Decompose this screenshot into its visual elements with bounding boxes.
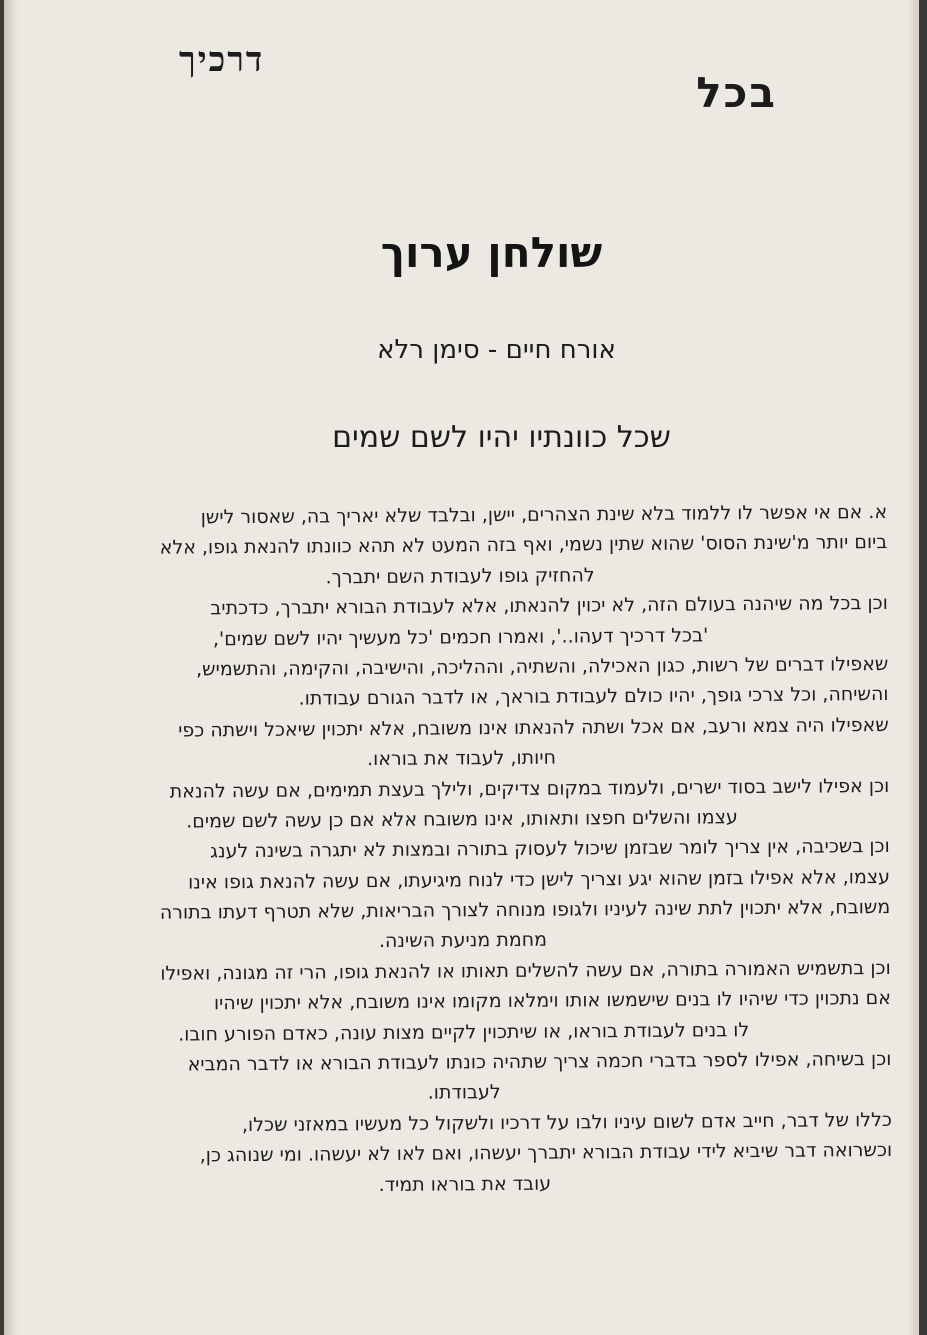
running-head-left: דרכיך [179, 40, 265, 80]
text-line: 'בכל דרכיך דעהו..', ואמרו חכמים 'כל מעשיך יהיו לשם שמים', [212, 623, 709, 650]
page-subtitle: אורח חיים - סימן רלא [377, 335, 616, 365]
text-line: אם נתכוין כדי שיהיו לו בנים שישמשו אותו וימלאו מקומו אינו משובח, אלא יתכוין שיהיו [213, 987, 892, 1015]
text-line: לו בנים לעבודת בוראו, או שיתכוין לקיים מצות עונה, כאדם הפורע חובו. [178, 1018, 750, 1046]
text-line: לעבודתו. [427, 1081, 501, 1105]
text-line: וכן אפילו לישב בסוד ישרים, ולעמוד במקום צדיקים, ולילך בעצת תמימים, אם עשה להנאת [169, 774, 890, 803]
text-line: וכן בתשמיש האמורה בתורה, אם עשה להשלים תאותו או להנאת גופו, הרי זה מגונה, ואפילו [160, 956, 891, 985]
page-title: שולחן ערוך [380, 228, 603, 277]
text-line: כללו של דבר, חייב אדם לשום עיניו ולבו על דרכיו ולשקול כל מעשיו במאזני שכלו, [241, 1108, 892, 1136]
body-text [32, 497, 892, 1203]
text-line: וכן בשיחה, אפילו לספר בדברי חכמה צריך שתהיה כונתו לעבודת הבורא או לדבר המביא [187, 1048, 892, 1076]
section-title: שכל כוונתיו יהיו לשם שמים [332, 420, 671, 455]
text-line: וכשרואה דבר שיביא לידי עבודת הבורא יתברך יעשהו, ואם לאו לא יעשהו. ומי שנוהג כן, [199, 1139, 893, 1167]
text-line: להחזיק גופו לעבודת השם יתברך. [325, 564, 595, 589]
book-page [4, 0, 919, 1335]
text-line: שאפילו היה צמא ורעב, אם אכל ושתה להנאתו אינו משובח, אלא יתכוין שיאכל וישתה כפי [178, 713, 889, 742]
running-head-right: בכל [696, 68, 777, 117]
text-line: עצמו, אלא אפילו בזמן שהוא יגע וצריך לישן כדי לנוח מיגיעתו, אם עשה להנאת גופו אינו [187, 865, 891, 894]
text-line: וכן בשכיבה, אין צריך לומר שבזמן שיכול לעסוק בתורה ובמצות לא יתגרה בשינה לענג [210, 835, 890, 863]
text-line: עובד את בוראו תמיד. [378, 1172, 552, 1196]
text-line: עצמו והשלים חפצו ותאותו, אינו משובח אלא אם כן עשה לשם שמים. [186, 806, 738, 833]
text-line: מחמת מניעת השינה. [378, 929, 548, 953]
text-line: א. אם אי אפשר לו ללמוד בלא שינת הצהרים, יישן, ובלבד שלא יאריך בה, שאסור לישן [200, 500, 888, 529]
text-line: שאפילו דברים של רשות, כגון האכילה, והשתיה, וההליכה, והישיבה, והקימה, והתשמיש, [195, 652, 889, 681]
text-line: והשיחה, וכל צרכי גופך, יהיו כולם לעבודת בוראך, או לדבר הגורם עבודתו. [298, 683, 889, 710]
text-line: חיותו, לעבוד את בוראו. [367, 746, 557, 771]
text-line: משובח, אלא יתכוין לתת שינה לעיניו ולגופו מנוחה לצורך הבריאות, שלא תטרף דעתו בתורה [159, 896, 891, 924]
text-line: וכן בכל מה שיהנה בעולם הזה, לא יכוין להנאתו, אלא לעבודת הבורא יתברך, כדכתיב [210, 592, 888, 620]
text-line: ביום יותר מ'שינת הסוס' שהוא שתין נשמי, ואף בזה המעט לא תהא כוונתו להנאת גופו, אלא [159, 531, 888, 560]
